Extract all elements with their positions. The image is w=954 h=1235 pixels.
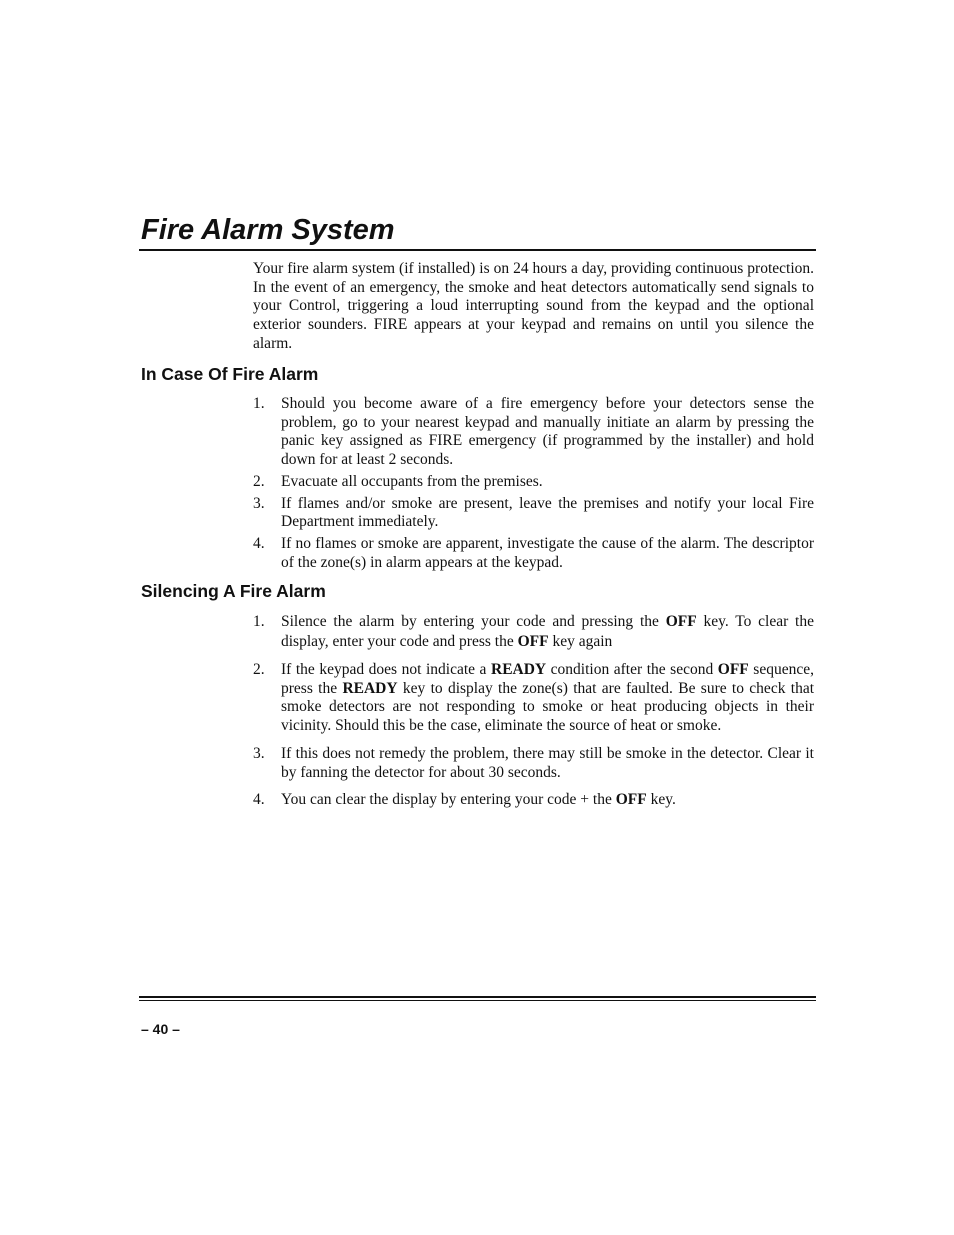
silencing-heading: Silencing A Fire Alarm — [141, 581, 326, 601]
list-item — [253, 495, 814, 532]
list-item — [253, 395, 814, 470]
step-text-part: If flames and/or smoke are present, leave the premises and notify your local Fire Department immediately. — [281, 494, 814, 531]
step-text — [281, 661, 814, 736]
list-item — [253, 661, 814, 736]
list-item — [253, 745, 814, 782]
step-number: 4. — [253, 791, 265, 809]
in-case-steps — [253, 395, 814, 572]
off-key-label: OFF — [665, 613, 697, 630]
step-text-part: You can clear the display by entering your code + the — [281, 791, 616, 809]
list-item — [253, 791, 814, 810]
step-text — [281, 473, 814, 492]
step-text — [281, 495, 814, 532]
step-text-part: If the keypad does not indicate a — [281, 661, 491, 678]
step-text-part: key. To clear the display, enter your code and press the — [281, 613, 814, 650]
step-text — [281, 791, 814, 810]
in-case-heading: In Case Of Fire Alarm — [141, 364, 319, 384]
step-text — [281, 612, 814, 652]
list-item — [253, 535, 814, 572]
page-number: – 40 – — [141, 1021, 180, 1037]
step-text-part: key again — [548, 633, 613, 650]
step-text-part: Should you become aware of a fire emergency before your detectors sense the problem, go to your nearest keypad and manually initiate an alarm by pressing the panic key assigned as FIRE emergency (if programmed by the installer) and hold down for at least 2 seconds. — [281, 395, 814, 469]
step-text — [281, 535, 814, 572]
list-item — [253, 473, 814, 492]
step-text — [281, 395, 814, 470]
step-text-part: key to display the zone(s) that are faulted. Be sure to check that smoke detectors are not responding to smoke or heat producing objects in their vicinity. Should this be the case, eliminate the source of heat or smoke. — [281, 679, 815, 735]
footer-rule — [139, 996, 816, 998]
intro-paragraph: Your fire alarm system (if installed) is on 24 hours a day, providing continuous protection. In the event of an emergency, the smoke and heat detectors automatically send signals to your Control, triggering a loud interrupting sound from the keypad and the optional exterior sounders. FIRE appears at your keypad and remains on until you silence the alarm. — [253, 260, 814, 352]
silencing-steps — [253, 612, 814, 810]
step-text-part: key. — [646, 791, 676, 809]
title-rule — [139, 249, 816, 251]
step-number: 3. — [253, 494, 265, 512]
step-number: 2. — [253, 472, 265, 490]
footer-rule-thin — [139, 1000, 816, 1001]
step-text-part: If this does not remedy the problem, there may still be smoke in the detector. Clear it by fanning the detector for about 30 seconds. — [281, 744, 814, 781]
ready-key-label: READY — [491, 661, 547, 678]
step-text-part: Silence the alarm by entering your code and pressing the — [281, 613, 666, 630]
step-text — [281, 745, 814, 782]
step-text-part: Evacuate all occupants from the premises. — [281, 472, 543, 490]
page-title: Fire Alarm System — [141, 214, 395, 246]
step-text-part: sequence, press the — [281, 661, 814, 697]
off-key-label: OFF — [615, 791, 647, 809]
step-number: 3. — [253, 744, 265, 762]
ready-key-label: READY — [342, 679, 398, 697]
step-text-part: If no flames or smoke are apparent, investigate the cause of the alarm. The descriptor of the zone(s) in alarm appears at the keypad. — [281, 534, 814, 571]
list-item — [253, 612, 814, 652]
off-key-label: OFF — [517, 633, 549, 650]
step-number: 4. — [253, 534, 265, 552]
step-number: 1. — [253, 395, 265, 412]
step-number: 1. — [253, 613, 265, 630]
off-key-label: OFF — [717, 661, 749, 678]
step-number: 2. — [253, 661, 265, 678]
step-text-part: condition after the second — [546, 661, 718, 678]
